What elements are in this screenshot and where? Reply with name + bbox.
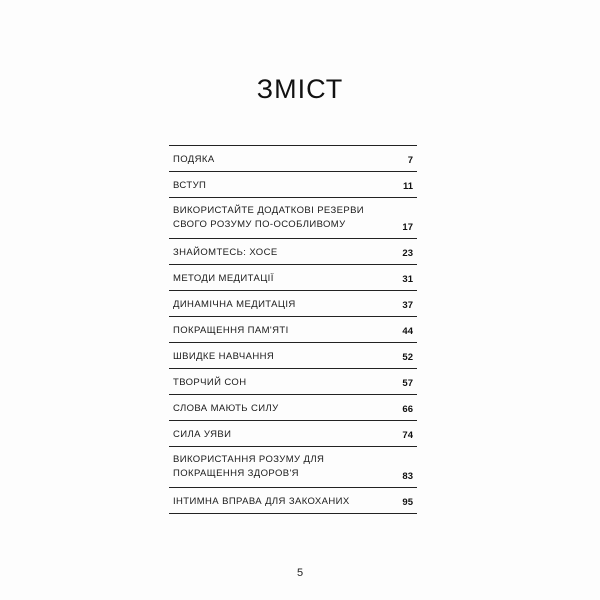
toc-entry-title: ВИКОРИСТАННЯ РОЗУМУ ДЛЯ ПОКРАЩЕННЯ ЗДОРОВ'Я bbox=[173, 454, 325, 479]
toc-entry-title: ПОКРАЩЕННЯ ПАМ'ЯТІ bbox=[173, 325, 289, 336]
toc-entry-page: 37 bbox=[402, 300, 413, 311]
page-number: 5 bbox=[296, 567, 304, 579]
toc-entry-page: 95 bbox=[402, 497, 413, 508]
toc-entry-title: ВСТУП bbox=[173, 180, 207, 191]
toc-entry bbox=[169, 146, 417, 172]
toc-entry-title: СИЛА УЯВИ bbox=[173, 429, 232, 440]
toc-entry bbox=[169, 343, 417, 369]
toc-entry bbox=[169, 239, 417, 265]
toc-entry-title: МЕТОДИ МЕДИТАЦІЇ bbox=[173, 273, 274, 284]
toc-entry-title: ЗНАЙОМТЕСЬ: ХОСЕ bbox=[173, 247, 278, 258]
toc-entry bbox=[169, 198, 417, 239]
toc-entry-page: 44 bbox=[402, 326, 413, 337]
toc-entry bbox=[169, 421, 417, 447]
toc-entry-page: 11 bbox=[402, 181, 413, 192]
toc-entry-title: ТВОРЧИЙ СОН bbox=[173, 377, 247, 388]
toc-entry-title: ДИНАМІЧНА МЕДИТАЦІЯ bbox=[173, 299, 296, 310]
toc-entry-page: 31 bbox=[402, 274, 413, 285]
toc-entry bbox=[169, 265, 417, 291]
toc-entry-page: 74 bbox=[402, 430, 413, 441]
toc-entry bbox=[169, 488, 417, 514]
toc-entry-page: 83 bbox=[402, 471, 413, 482]
toc-entry-title: СЛОВА МАЮТЬ СИЛУ bbox=[173, 403, 279, 414]
toc-entry-page: 17 bbox=[402, 222, 413, 233]
toc-entry-title: ПОДЯКА bbox=[173, 154, 215, 165]
toc-entry-title: ВИКОРИСТАЙТЕ ДОДАТКОВІ РЕЗЕРВИ СВОГО РОЗУМУ ПО-ОСОБЛИВОМУ bbox=[173, 205, 365, 230]
toc-entry-title: ІНТИМНА ВПРАВА ДЛЯ ЗАКОХАНИХ bbox=[173, 496, 350, 507]
toc-entry bbox=[169, 172, 417, 198]
toc-entry bbox=[169, 447, 417, 488]
toc-entry-page: 23 bbox=[402, 248, 413, 259]
toc-entry bbox=[169, 291, 417, 317]
table-of-contents bbox=[169, 145, 417, 514]
toc-entry-page: 57 bbox=[402, 378, 413, 389]
page-title: ЗМІСТ bbox=[256, 74, 344, 104]
toc-entry-page: 52 bbox=[402, 352, 413, 363]
toc-entry bbox=[169, 317, 417, 343]
toc-entry-page: 66 bbox=[402, 404, 413, 415]
toc-entry bbox=[169, 369, 417, 395]
toc-entry-title: ШВИДКЕ НАВЧАННЯ bbox=[173, 351, 275, 362]
toc-entry bbox=[169, 395, 417, 421]
toc-entry-page: 7 bbox=[407, 155, 413, 166]
